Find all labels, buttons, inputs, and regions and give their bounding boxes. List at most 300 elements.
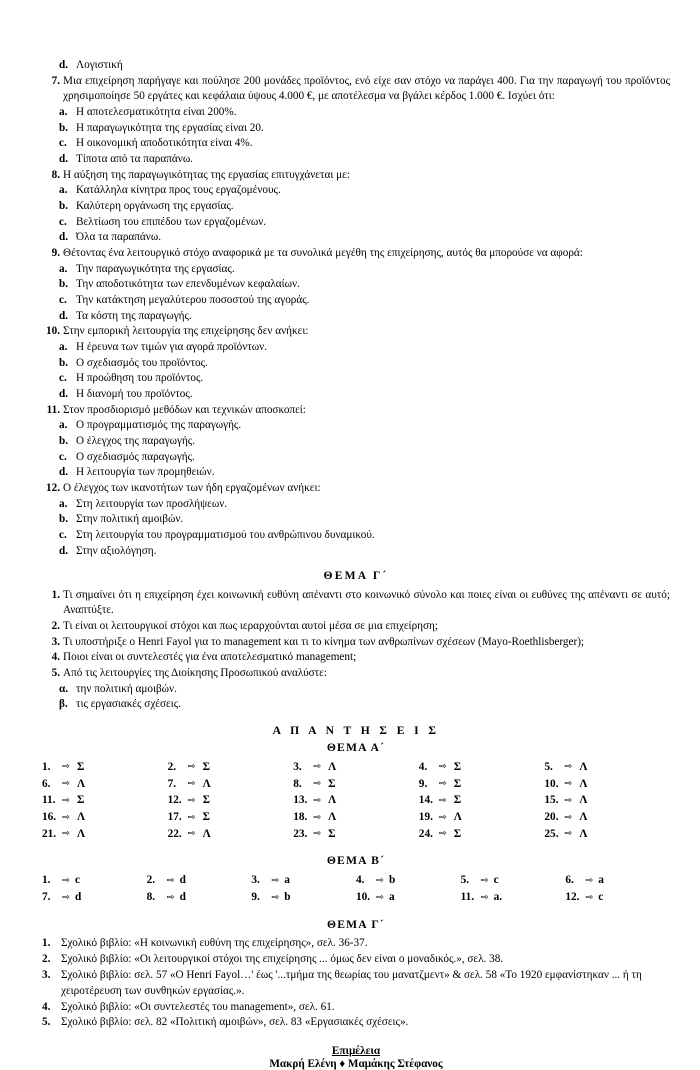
option-text: Η οικονομική αποδοτικότητα είναι 4%. <box>76 137 253 150</box>
answer-value: c <box>74 874 80 887</box>
option-row[interactable] <box>42 356 670 372</box>
answer-value: Λ <box>202 777 211 790</box>
option-letter: a. <box>59 419 68 432</box>
answer-number: 2. <box>146 874 156 887</box>
answer-value: Λ <box>76 827 86 840</box>
option-letter: d. <box>59 466 69 479</box>
answer-cell <box>168 809 294 826</box>
arrow-right-icon: ⇨ <box>313 778 322 790</box>
answer-number: 13. <box>293 794 308 807</box>
answer-cell <box>544 759 670 776</box>
answer-value: c <box>598 891 604 904</box>
option-row[interactable] <box>42 544 670 560</box>
option-letter: c. <box>59 215 67 228</box>
question-number: 3. <box>51 635 60 648</box>
answer-number: 22. <box>167 827 182 840</box>
answer-value: b <box>284 891 291 904</box>
spacer <box>42 906 670 914</box>
question-row <box>42 403 670 419</box>
option-text: Στην πολιτική αμοιβών. <box>76 513 184 526</box>
answer-cell <box>42 759 168 776</box>
option-letter: d. <box>59 231 69 244</box>
answer-value: a. <box>493 891 503 904</box>
answer-number: 24. <box>418 827 433 840</box>
answer-cell <box>544 776 670 793</box>
question-number: 11. <box>46 403 60 416</box>
answer-value: Λ <box>579 827 588 840</box>
option-row[interactable] <box>42 371 670 387</box>
answer-value: Λ <box>579 811 588 824</box>
theme-gamma-question-row <box>42 619 670 635</box>
option-row[interactable] <box>42 512 670 528</box>
answer-cell <box>42 776 168 793</box>
answer-value: Σ <box>202 794 210 807</box>
option-text: Στην αξιολόγηση. <box>76 544 157 557</box>
answers-section-title: Α Π Α Ν Τ Η Σ Ε Ι Σ <box>272 723 440 737</box>
arrow-right-icon: ⇨ <box>62 761 70 773</box>
answer-value: Λ <box>328 811 337 824</box>
question-text: Στον προσδιορισμό μεθόδων και τεχνικών αποσκοπεί: <box>63 403 306 416</box>
arrow-right-icon: ⇨ <box>438 794 447 806</box>
question-text: Η αύξηση της παραγωγικότητας της εργασίας επιτυγχάνεται με: <box>63 168 350 181</box>
option-row[interactable] <box>42 465 670 481</box>
answer-value: Λ <box>579 760 588 773</box>
answer-number: 2. <box>167 760 177 773</box>
theme-gamma-question-row <box>42 666 670 682</box>
option-letter: a. <box>59 106 68 119</box>
answer-cell <box>42 809 168 826</box>
question-number: 2. <box>51 619 60 632</box>
arrow-right-icon: ⇨ <box>585 874 594 886</box>
theme-gamma-question-list <box>42 588 670 713</box>
option-row[interactable] <box>42 434 670 450</box>
question-number: 5. <box>51 666 60 679</box>
answer-number: 7. <box>167 777 177 790</box>
answer-number: 23. <box>293 827 308 840</box>
answer-value: a <box>284 874 290 887</box>
answer-number: 10. <box>355 891 371 904</box>
answer-cell <box>419 759 545 776</box>
sub-item-text: την πολιτική αμοιβών. <box>76 682 177 695</box>
option-row[interactable] <box>42 340 670 356</box>
question-text: Ποιοι είναι οι συντελεστές για ένα αποτελεσματικό management; <box>63 651 357 664</box>
answer-cell <box>565 889 670 906</box>
answer-value: Λ <box>76 811 86 824</box>
option-row[interactable] <box>42 293 670 309</box>
theme-a-answers-heading: ΘΕΜΑ Α´ <box>326 740 386 754</box>
option-text: Η διανομή του προϊόντος. <box>76 388 193 401</box>
question-number: 4. <box>51 651 60 664</box>
answer-cell <box>42 826 168 843</box>
answer-number: 12. <box>167 794 182 807</box>
option-row[interactable] <box>42 528 670 544</box>
question-text: Τι υποστήριξε ο Henri Fayol για το management και τι το κίνημα των ανθρωπίνων σχέσεων (Mayo-Roethlisberger); <box>63 635 585 648</box>
answer-value: Σ <box>328 827 336 840</box>
option-text: Τα κόστη της παραγωγής. <box>76 309 192 322</box>
option-row[interactable] <box>42 183 670 199</box>
arrow-right-icon: ⇨ <box>187 778 196 790</box>
answer-cell <box>293 776 419 793</box>
option-row[interactable] <box>42 152 670 168</box>
question-number: 10. <box>46 325 60 338</box>
answer-cell <box>565 872 670 889</box>
option-row[interactable] <box>42 199 670 215</box>
theme-c-answer-row <box>42 968 670 1000</box>
answer-number: 14. <box>418 794 433 807</box>
option-row[interactable] <box>42 387 670 403</box>
answer-cell <box>419 776 545 793</box>
option-letter: d. <box>59 153 69 166</box>
arrow-right-icon: ⇨ <box>564 761 573 773</box>
multiple-choice-question-list <box>42 74 670 560</box>
answer-value: Λ <box>453 811 462 824</box>
option-text: Την αποδοτικότητα των επενδυμένων κεφαλαίων. <box>76 278 300 291</box>
question-number: 7. <box>51 74 60 87</box>
question-number: 8. <box>51 168 60 181</box>
answer-cell <box>293 826 419 843</box>
answer-value: Λ <box>202 827 211 840</box>
option-text: Λογιστική <box>76 59 123 71</box>
arrow-right-icon: ⇨ <box>62 778 70 790</box>
answer-number: 8. <box>293 777 302 790</box>
question-text: Τι είναι οι λειτουργικοί στόχοι και πως ιεραρχούνται αυτοί μέσα σε μια επιχείρηση; <box>63 619 438 632</box>
answer-number: 5. <box>460 874 470 887</box>
arrow-right-icon: ⇨ <box>313 811 322 823</box>
answer-cell <box>356 872 461 889</box>
option-text: Όλα τα παραπάνω. <box>76 231 161 244</box>
option-row[interactable] <box>42 105 670 121</box>
answer-number: 21. <box>42 827 57 840</box>
option-text: Η λειτουργία των προμηθειών. <box>76 466 215 479</box>
question-number: 12. <box>46 482 60 495</box>
answer-number: 9. <box>251 891 260 904</box>
answer-cell <box>168 792 294 809</box>
answer-cell <box>168 759 294 776</box>
option-list <box>42 497 670 560</box>
arrow-right-icon: ⇨ <box>166 891 175 903</box>
answer-cell <box>42 889 147 906</box>
answer-cell <box>293 792 419 809</box>
answer-text: Σχολικό βιβλίο: «Οι λειτουργικοί στόχοι της επιχείρησης ... όμως δεν είναι ο μοναδικός.», σελ. 38. <box>61 952 504 965</box>
arrow-right-icon: ⇨ <box>313 761 322 773</box>
option-row[interactable] <box>42 497 670 513</box>
answer-number: 15. <box>544 794 559 807</box>
arrow-right-icon: ⇨ <box>480 891 489 903</box>
answer-value: Σ <box>76 760 85 773</box>
option-list <box>42 183 670 246</box>
option-text: Η παραγωγικότητα της εργασίας είναι 20. <box>76 121 264 134</box>
option-row[interactable] <box>42 262 670 278</box>
option-letter: b. <box>59 200 69 213</box>
answer-value: Λ <box>579 794 588 807</box>
answer-number: 4. <box>355 874 365 887</box>
option-row[interactable] <box>42 136 670 152</box>
answer-value: Λ <box>328 760 337 773</box>
option-letter: b. <box>59 121 69 134</box>
answer-value: Σ <box>453 777 462 790</box>
sub-item-letter: β. <box>59 698 68 711</box>
arrow-right-icon: ⇨ <box>564 794 573 806</box>
option-text: Η αποτελεσματικότητα είναι 200%. <box>76 106 237 119</box>
answer-cell <box>419 809 545 826</box>
answer-number: 6. <box>565 874 574 887</box>
sub-item-text: τις εργασιακές σχέσεις. <box>76 698 181 711</box>
arrow-right-icon: ⇨ <box>313 794 322 806</box>
answer-value: Σ <box>453 827 462 840</box>
arrow-right-icon: ⇨ <box>313 828 322 840</box>
theme-gamma-question-row <box>42 588 670 619</box>
answer-number: 5. <box>42 1016 51 1029</box>
arrow-right-icon: ⇨ <box>271 874 280 886</box>
answer-cell <box>356 889 461 906</box>
arrow-right-icon: ⇨ <box>438 828 447 840</box>
sub-item-letter: α. <box>59 682 69 695</box>
option-letter: d. <box>59 59 69 71</box>
option-text: Κατάλληλα κίνητρα προς τους εργαζομένους. <box>76 184 281 197</box>
option-text: Τίποτα από τα παραπάνω. <box>76 153 193 166</box>
question-row <box>42 168 670 184</box>
option-letter: c. <box>59 137 67 150</box>
answer-number: 4. <box>418 760 428 773</box>
answer-value: Σ <box>453 794 462 807</box>
theme-c-answer-row <box>42 1015 670 1031</box>
answer-cell <box>461 889 566 906</box>
arrow-right-icon: ⇨ <box>187 828 196 840</box>
answer-value: Σ <box>76 794 85 807</box>
answer-cell <box>544 826 670 843</box>
question-text: Ο έλεγχος των ικανοτήτων των ήδη εργαζομένων ανήκει: <box>63 482 321 495</box>
option-row[interactable] <box>42 121 670 137</box>
answer-number: 2. <box>42 952 51 965</box>
option-row[interactable] <box>42 215 670 231</box>
answer-number: 16. <box>42 811 57 824</box>
option-text: Την κατάκτηση μεγαλύτερου ποσοστού της αγοράς. <box>76 294 310 307</box>
answer-number: 1. <box>42 760 51 773</box>
question-row <box>42 246 670 262</box>
answer-number: 25. <box>544 827 559 840</box>
theme-b-answer-grid <box>42 872 670 905</box>
option-text: Στη λειτουργία των προσλήψεων. <box>76 497 228 510</box>
theme-c-answer-row <box>42 1000 670 1016</box>
answer-number: 11. <box>460 891 475 904</box>
theme-gamma-question-row <box>42 650 670 666</box>
option-list <box>42 105 670 168</box>
arrow-right-icon: ⇨ <box>438 778 447 790</box>
option-list <box>42 262 670 325</box>
option-row[interactable] <box>42 277 670 293</box>
option-row[interactable] <box>42 418 670 434</box>
answer-number: 5. <box>544 760 553 773</box>
answer-number: 3. <box>251 874 260 887</box>
answer-value: a <box>598 874 604 887</box>
option-text: Βελτίωση του επιπέδου των εργαζομένων. <box>76 215 267 228</box>
answer-value: Σ <box>453 760 462 773</box>
answer-value: Σ <box>202 760 210 773</box>
theme-gamma-questions-heading: ΘΕΜΑ Γ´ <box>323 568 389 582</box>
question-number: 1. <box>51 588 60 601</box>
option-letter: a. <box>59 497 68 510</box>
option-letter: b. <box>59 278 69 291</box>
orphan-option-list <box>42 58 670 74</box>
answer-cell <box>419 792 545 809</box>
option-letter: c. <box>59 294 67 307</box>
option-letter: c. <box>59 450 67 463</box>
answer-number: 8. <box>146 891 156 904</box>
question-row <box>42 74 670 105</box>
option-letter: a. <box>59 184 68 197</box>
answer-text: Σχολικό βιβλίο: σελ. 82 «Πολιτική αμοιβών», σελ. 83 «Εργασιακές σχέσεις». <box>61 1016 409 1029</box>
option-row[interactable] <box>42 230 670 246</box>
arrow-right-icon: ⇨ <box>271 891 280 903</box>
answer-number: 18. <box>293 811 308 824</box>
answer-value: Λ <box>328 794 337 807</box>
arrow-right-icon: ⇨ <box>564 811 573 823</box>
option-text: Ο σχεδιασμός παραγωγής. <box>76 450 195 463</box>
arrow-right-icon: ⇨ <box>438 761 447 773</box>
option-text: Την παραγωγικότητα της εργασίας. <box>76 262 235 275</box>
option-letter: d. <box>59 388 69 401</box>
answer-cell <box>42 872 147 889</box>
arrow-right-icon: ⇨ <box>564 778 573 790</box>
answer-text: Σχολικό βιβλίο: σελ. 57 «Ο Henri Fayol…' έως '...τμήμα της θεωρίας του μανατζμεντ» & σελ. 58 «Το 1920 εμφανίστηκαν ... ή τη χειροτέρευση των συνθηκών εργασίας.». <box>61 968 642 997</box>
footer-label: Επιμέλεια <box>331 1045 381 1058</box>
answer-value: Σ <box>202 811 210 824</box>
answer-cell <box>461 872 566 889</box>
answer-number: 10. <box>544 777 559 790</box>
answer-cell <box>544 792 670 809</box>
arrow-right-icon: ⇨ <box>375 874 384 886</box>
theme-c-answer-row <box>42 952 670 968</box>
option-letter: a. <box>59 262 68 275</box>
arrow-right-icon: ⇨ <box>438 811 447 823</box>
answer-number: 7. <box>42 891 51 904</box>
answer-text: Σχολικό βιβλίο: «Οι συντελεστές του management», σελ. 61. <box>61 1000 335 1013</box>
option-list <box>42 418 670 481</box>
theme-b-answers-heading: ΘΕΜΑ Β´ <box>326 854 386 868</box>
arrow-right-icon: ⇨ <box>62 874 70 886</box>
option-text: Ο έλεγχος της παραγωγής. <box>76 435 196 448</box>
answer-value: c <box>493 874 499 887</box>
option-letter: c. <box>59 529 67 542</box>
option-text: Στη λειτουργία του προγραμματισμού του ανθρώπινου δυναμικού. <box>76 529 375 542</box>
answer-number: 11. <box>42 794 56 807</box>
arrow-right-icon: ⇨ <box>187 794 196 806</box>
answer-text: Σχολικό βιβλίο: «Η κοινωνική ευθύνη της επιχείρησης», σελ. 36-37. <box>61 936 368 949</box>
answer-number: 3. <box>42 968 51 981</box>
answer-value: d <box>179 891 186 904</box>
answer-number: 12. <box>565 891 580 904</box>
theme-c-answer-list <box>42 936 670 1031</box>
theme-c-answer-row <box>42 936 670 952</box>
theme-c-answers-heading: ΘΕΜΑ Γ´ <box>327 917 385 931</box>
answer-cell <box>293 809 419 826</box>
option-letter: b. <box>59 513 69 526</box>
question-row <box>42 324 670 340</box>
question-text: Από τις λειτουργίες της Διοίκησης Προσωπικού αναλύστε: <box>63 666 327 679</box>
answer-number: 20. <box>544 811 559 824</box>
question-text: Τι σημαίνει ότι η επιχείρηση έχει κοινωνική ευθύνη απέναντι στο κοινωνικό σύνολο και ποιες είναι οι ευθύνες της απέναντι σε αυτό; Αναπτύξτε. <box>63 588 670 617</box>
arrow-right-icon: ⇨ <box>62 794 70 806</box>
answer-cell <box>293 759 419 776</box>
option-text: Καλύτερη οργάνωση της εργασίας. <box>76 200 234 213</box>
answer-cell <box>147 889 252 906</box>
answer-cell <box>251 889 356 906</box>
sub-item-row <box>42 682 670 698</box>
option-letter: b. <box>59 356 69 369</box>
answer-value: a <box>388 891 395 904</box>
answer-cell <box>251 872 356 889</box>
option-letter: d. <box>59 544 69 557</box>
answer-value: d <box>74 891 82 904</box>
option-text: Η προώθηση του προϊόντος. <box>76 372 204 385</box>
answer-number: 19. <box>418 811 433 824</box>
theme-a-answer-grid <box>42 759 670 843</box>
arrow-right-icon: ⇨ <box>166 874 175 886</box>
option-text: Ο προγραμματισμός της παραγωγής. <box>76 419 242 432</box>
spacer <box>42 842 670 850</box>
arrow-right-icon: ⇨ <box>564 828 573 840</box>
answer-cell <box>147 872 252 889</box>
question-text: Μια επιχείρηση παρήγαγε και πούλησε 200 μονάδες προϊόντος, ενό είχε σαν στόχο να παράγει 400. Για την παραγωγή του προϊόντος χρησιμοποίησε 50 εργάτες και κεφάλαια ύψους 4.000 €, με αποτέλεσμα να βγάλει κέρδος 1.000 €. Ισχύει ότι: <box>63 74 670 103</box>
option-row <box>42 58 670 74</box>
answer-number: 1. <box>42 936 51 949</box>
question-text: Στην εμπορική λειτουργία της επιχείρησης δεν ανήκει: <box>63 325 309 338</box>
answer-cell <box>544 809 670 826</box>
arrow-right-icon: ⇨ <box>480 874 489 886</box>
arrow-right-icon: ⇨ <box>62 828 70 840</box>
arrow-right-icon: ⇨ <box>62 811 70 823</box>
answer-number: 6. <box>42 777 51 790</box>
footer-authors: Μακρή Ελένη ♦ Μαμάκης Στέφανος <box>269 1058 443 1070</box>
answer-value: Λ <box>76 777 86 790</box>
answer-cell <box>419 826 545 843</box>
arrow-right-icon: ⇨ <box>62 891 70 903</box>
answer-number: 4. <box>42 1000 51 1013</box>
answer-value: Λ <box>579 777 588 790</box>
question-text: Θέτοντας ένα λειτουργικό στόχο αναφορικά με τα συνολικά μεγέθη της επιχείρησης, αυτός θα μπορούσε να αφορά: <box>63 247 583 260</box>
answer-cell <box>42 792 168 809</box>
answer-number: 17. <box>167 811 182 824</box>
option-letter: b. <box>59 435 69 448</box>
answer-number: 3. <box>293 760 302 773</box>
option-letter: d. <box>59 309 69 322</box>
arrow-right-icon: ⇨ <box>375 891 384 903</box>
arrow-right-icon: ⇨ <box>585 891 594 903</box>
sub-item-list <box>42 682 670 713</box>
question-number: 9. <box>51 247 60 260</box>
option-row[interactable] <box>42 309 670 325</box>
answer-number: 1. <box>42 874 51 887</box>
option-letter: c. <box>59 372 67 385</box>
option-text: Ο σχεδιασμός του προϊόντος. <box>76 356 208 369</box>
answer-value: b <box>388 874 396 887</box>
answer-cell <box>168 776 294 793</box>
option-row[interactable] <box>42 450 670 466</box>
option-text: Η έρευνα των τιμών για αγορά προϊόντων. <box>76 341 268 354</box>
option-letter: a. <box>59 341 68 354</box>
option-list <box>42 340 670 403</box>
answer-value: d <box>179 874 186 887</box>
theme-gamma-question-row <box>42 635 670 651</box>
answer-number: 9. <box>418 777 428 790</box>
sub-item-row <box>42 697 670 713</box>
document-footer <box>42 1045 670 1070</box>
arrow-right-icon: ⇨ <box>187 811 196 823</box>
question-row <box>42 481 670 497</box>
answer-value: Σ <box>328 777 336 790</box>
arrow-right-icon: ⇨ <box>187 761 196 773</box>
answer-cell <box>168 826 294 843</box>
